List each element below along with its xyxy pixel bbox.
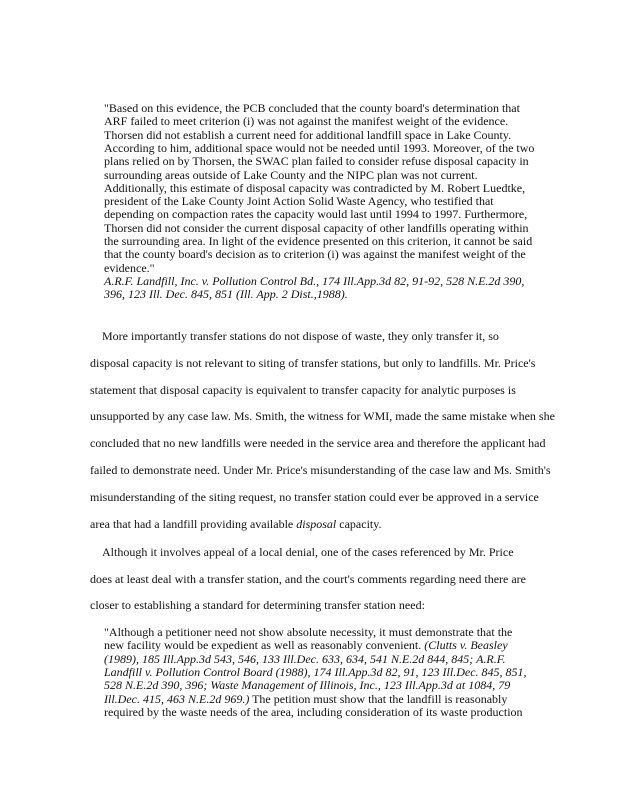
text-segment: area that had a landfill providing available <box>90 516 297 531</box>
text-line <box>104 195 494 208</box>
text-segment: Thorsen did not consider the current disposal capacity of other landfills operating within <box>104 220 529 235</box>
text-segment: concluded that no new landfills were needed in the service area and therefore the applicant had <box>90 436 546 451</box>
text-line <box>104 626 512 639</box>
text-segment: Although it involves appeal of a local denial, one of the cases referenced by Mr. Price <box>102 545 514 559</box>
italic-text: 396, 123 Ill. Dec. 845, 851 (Ill. App. 2 Dist.,1988). <box>104 287 348 302</box>
text-line <box>104 262 155 275</box>
text-segment: Additionally, this estimate of disposal capacity was contradicted by M. Robert Luedtke, <box>104 180 526 195</box>
text-line <box>104 288 348 301</box>
italic-text: (Clutts v. Beasley <box>424 638 508 653</box>
text-segment: disposal capacity is not relevant to siting of transfer stations, but only to landfills. Mr. Price's <box>90 355 536 370</box>
text-segment: depending on compaction rates the capacity would last until 1994 to 1997. Furthermore, <box>104 207 528 222</box>
italic-text: A.R.F. Landfill, Inc. v. Pollution Control Bd., 174 Ill.App.3d 82, 91-92, 528 N.E.2d 390, <box>104 273 525 288</box>
text-line <box>102 546 514 559</box>
text-line <box>104 208 527 221</box>
text-line <box>104 275 524 288</box>
text-segment: Thorsen did not establish a current need for additional landfill space in Lake County. <box>104 127 512 142</box>
italic-text: disposal <box>296 516 337 531</box>
text-segment: plans relied on by Thorsen, the SWAC plan failed to consider refuse disposal capacity in <box>104 154 529 169</box>
text-line <box>104 248 526 261</box>
text-line <box>90 573 526 586</box>
text-segment: surrounding areas outside of Lake County and the NIPC plan was not current. <box>104 167 478 182</box>
text-line <box>90 491 539 504</box>
text-segment: closer to establishing a standard for determining transfer station need: <box>90 598 425 613</box>
text-line <box>104 693 507 706</box>
text-segment: More importantly transfer stations do not dispose of waste, they only transfer it, so <box>102 329 499 343</box>
text-line <box>90 410 555 423</box>
text-segment: statement that disposal capacity is equivalent to transfer capacity for analytic purposes is <box>90 382 516 397</box>
text-segment: "Although a petitioner need not show absolute necessity, it must demonstrate that the <box>104 625 513 639</box>
italic-text: (1989), 185 Ill.App.3d 543, 546, 133 Ill.Dec. 633, 634, 541 N.E.2d 844, 845; A.R.F. <box>104 651 506 666</box>
text-line <box>104 222 529 235</box>
text-segment: new facility would be expedient as well as reasonably convenient. <box>104 638 425 653</box>
text-segment: capacity. <box>336 516 382 531</box>
text-line <box>104 102 520 115</box>
text-segment: misunderstanding of the siting request, no transfer station could ever be approved in a service <box>90 489 539 504</box>
text-line <box>104 182 525 195</box>
text-segment: that the county board's decision as to criterion (i) was against the manifest weight of the <box>104 247 526 262</box>
text-line <box>90 518 381 531</box>
text-segment: does at least deal with a transfer station, and the court's comments regarding need there are <box>90 571 526 586</box>
text-line <box>104 169 478 182</box>
text-line <box>104 129 511 142</box>
text-segment: "Based on this evidence, the PCB concluded that the county board's determination that <box>104 101 520 115</box>
text-line <box>104 666 527 679</box>
text-line <box>90 384 516 397</box>
text-segment: The petition must show that the landfill is reasonably <box>249 691 508 706</box>
text-line <box>90 599 425 612</box>
text-line <box>104 142 534 155</box>
text-line <box>90 357 535 370</box>
text-line <box>104 706 523 719</box>
text-line <box>102 330 499 343</box>
text-line <box>104 115 508 128</box>
text-line <box>104 155 529 168</box>
text-segment: According to him, additional space would not be needed until 1993. Moreover, of the two <box>104 140 535 155</box>
text-segment: president of the Lake County Joint Action Solid Waste Agency, who testified that <box>104 194 494 209</box>
text-segment: ARF failed to meet criterion (i) was not against the manifest weight of the evidence. <box>104 114 509 129</box>
text-line <box>104 639 508 652</box>
text-segment: failed to demonstrate need. Under Mr. Price's misunderstanding of the case law and Ms. Smith's <box>90 463 551 477</box>
italic-text: Landfill v. Pollution Control Board (1988), 174 Ill.App.3d 82, 91, 123 Ill.Dec. 845, 851, <box>104 664 527 679</box>
text-segment: unsupported by any case law. Ms. Smith, the witness for WMI, made the same mistake when she <box>90 409 555 424</box>
text-line <box>104 679 510 692</box>
text-segment: required by the waste needs of the area, including consideration of its waste production <box>104 704 523 719</box>
text-segment: the surrounding area. In light of the evidence presented on this criterion, it cannot be said <box>104 234 533 248</box>
italic-text: Ill.Dec. 415, 463 N.E.2d 969.) <box>104 691 250 706</box>
text-line <box>90 437 545 450</box>
text-segment: evidence." <box>104 260 155 275</box>
italic-text: 528 N.E.2d 390, 396; Waste Management of Illinois, Inc., 123 Ill.App.3d at 1084, 79 <box>104 678 511 693</box>
text-line <box>104 653 506 666</box>
text-line <box>104 235 532 248</box>
text-line <box>90 464 551 477</box>
